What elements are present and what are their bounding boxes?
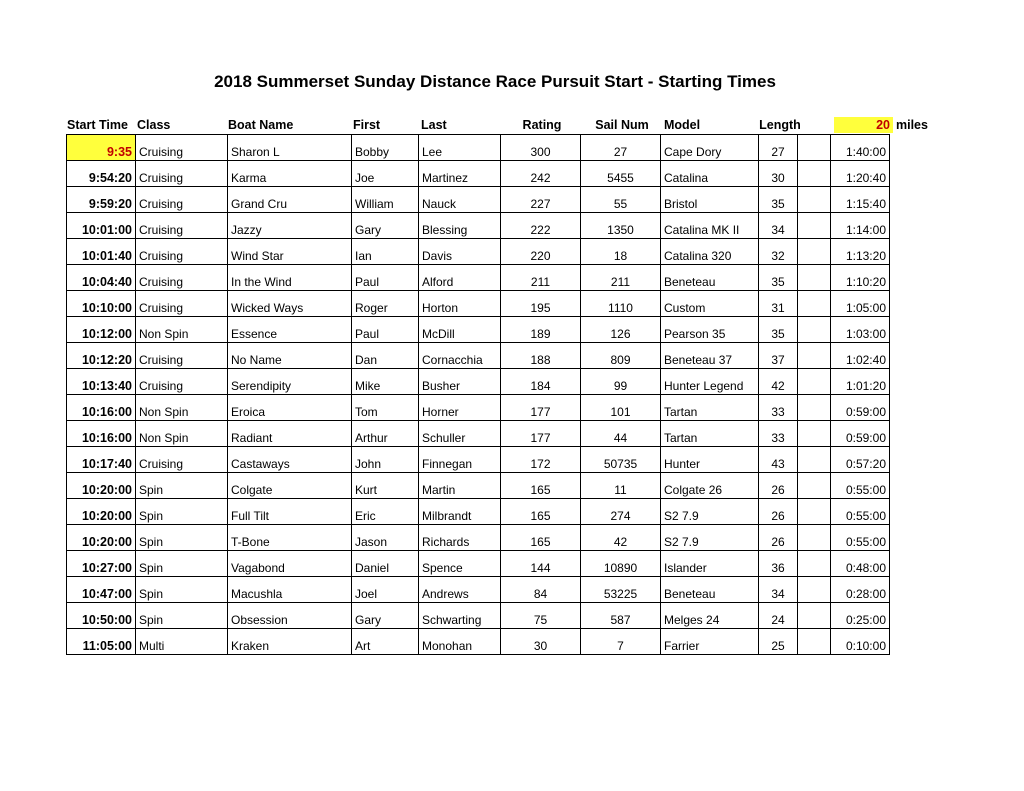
table-row xyxy=(67,291,890,317)
boat-name-cell: Vagabond xyxy=(228,551,352,577)
boat-name-cell: Wind Star xyxy=(228,239,352,265)
model-cell: Melges 24 xyxy=(661,603,759,629)
rating-cell: 242 xyxy=(501,161,581,187)
elapsed-time-cell: 0:10:00 xyxy=(831,629,890,655)
elapsed-time-cell: 0:59:00 xyxy=(831,421,890,447)
first-name-cell: Kurt xyxy=(352,473,419,499)
last-name-cell: Blessing xyxy=(419,213,501,239)
sail-num-cell: 11 xyxy=(581,473,661,499)
first-name-cell: Dan xyxy=(352,343,419,369)
first-name-cell: William xyxy=(352,187,419,213)
elapsed-time-cell: 0:28:00 xyxy=(831,577,890,603)
last-name-cell: McDill xyxy=(419,317,501,343)
blank-cell xyxy=(798,317,831,343)
last-name-cell: Cornacchia xyxy=(419,343,501,369)
sail-num-cell: 50735 xyxy=(581,447,661,473)
boat-name-cell: Obsession xyxy=(228,603,352,629)
sail-num-cell: 42 xyxy=(581,525,661,551)
first-name-cell: Joe xyxy=(352,161,419,187)
table-row xyxy=(67,577,890,603)
length-cell: 43 xyxy=(759,447,798,473)
elapsed-time-cell: 1:20:40 xyxy=(831,161,890,187)
length-cell: 33 xyxy=(759,421,798,447)
first-name-cell: Paul xyxy=(352,317,419,343)
start-time-cell: 10:27:00 xyxy=(67,551,136,577)
rating-cell: 84 xyxy=(501,577,581,603)
last-name-cell: Horner xyxy=(419,395,501,421)
model-cell: Pearson 35 xyxy=(661,317,759,343)
table-row xyxy=(67,187,890,213)
rating-cell: 189 xyxy=(501,317,581,343)
blank-cell xyxy=(798,447,831,473)
blank-cell xyxy=(798,187,831,213)
start-time-cell: 10:01:40 xyxy=(67,239,136,265)
sail-num-cell: 44 xyxy=(581,421,661,447)
sail-num-cell: 27 xyxy=(581,135,661,161)
length-cell: 31 xyxy=(759,291,798,317)
elapsed-time-cell: 1:14:00 xyxy=(831,213,890,239)
header-model: Model xyxy=(664,118,701,132)
elapsed-time-cell: 1:02:40 xyxy=(831,343,890,369)
table-row xyxy=(67,525,890,551)
boat-name-cell: Castaways xyxy=(228,447,352,473)
class-cell: Cruising xyxy=(136,369,228,395)
last-name-cell: Martinez xyxy=(419,161,501,187)
class-cell: Cruising xyxy=(136,135,228,161)
first-name-cell: John xyxy=(352,447,419,473)
model-cell: Colgate 26 xyxy=(661,473,759,499)
rating-cell: 184 xyxy=(501,369,581,395)
class-cell: Multi xyxy=(136,629,228,655)
first-name-cell: Ian xyxy=(352,239,419,265)
blank-cell xyxy=(798,603,831,629)
blank-cell xyxy=(798,629,831,655)
length-cell: 33 xyxy=(759,395,798,421)
boat-name-cell: Essence xyxy=(228,317,352,343)
rating-cell: 165 xyxy=(501,499,581,525)
class-cell: Spin xyxy=(136,473,228,499)
first-name-cell: Daniel xyxy=(352,551,419,577)
table-row xyxy=(67,239,890,265)
model-cell: Custom xyxy=(661,291,759,317)
blank-cell xyxy=(798,499,831,525)
start-time-cell: 10:17:40 xyxy=(67,447,136,473)
start-time-cell: 9:59:20 xyxy=(67,187,136,213)
sail-num-cell: 809 xyxy=(581,343,661,369)
table-row xyxy=(67,161,890,187)
header-class: Class xyxy=(137,118,171,132)
last-name-cell: Davis xyxy=(419,239,501,265)
rating-cell: 227 xyxy=(501,187,581,213)
first-name-cell: Jason xyxy=(352,525,419,551)
start-time-cell: 10:20:00 xyxy=(67,473,136,499)
sail-num-cell: 10890 xyxy=(581,551,661,577)
length-cell: 35 xyxy=(759,187,798,213)
rating-cell: 211 xyxy=(501,265,581,291)
first-name-cell: Art xyxy=(352,629,419,655)
rating-cell: 144 xyxy=(501,551,581,577)
table-row xyxy=(67,629,890,655)
sail-num-cell: 274 xyxy=(581,499,661,525)
blank-cell xyxy=(798,525,831,551)
start-time-cell: 10:12:00 xyxy=(67,317,136,343)
blank-cell xyxy=(798,239,831,265)
class-cell: Cruising xyxy=(136,161,228,187)
boat-name-cell: In the Wind xyxy=(228,265,352,291)
length-cell: 35 xyxy=(759,265,798,291)
sail-num-cell: 1350 xyxy=(581,213,661,239)
sail-num-cell: 55 xyxy=(581,187,661,213)
header-first: First xyxy=(353,118,381,132)
table-row xyxy=(67,369,890,395)
distance-value: 20 xyxy=(834,117,893,133)
class-cell: Cruising xyxy=(136,187,228,213)
first-name-cell: Joel xyxy=(352,577,419,603)
elapsed-time-cell: 0:57:20 xyxy=(831,447,890,473)
length-cell: 26 xyxy=(759,525,798,551)
last-name-cell: Milbrandt xyxy=(419,499,501,525)
boat-name-cell: Serendipity xyxy=(228,369,352,395)
blank-cell xyxy=(798,395,831,421)
table-row xyxy=(67,499,890,525)
boat-name-cell: Karma xyxy=(228,161,352,187)
last-name-cell: Nauck xyxy=(419,187,501,213)
length-cell: 32 xyxy=(759,239,798,265)
start-time-cell: 10:10:00 xyxy=(67,291,136,317)
length-cell: 42 xyxy=(759,369,798,395)
model-cell: Tartan xyxy=(661,421,759,447)
start-time-cell: 10:50:00 xyxy=(67,603,136,629)
model-cell: Beneteau 37 xyxy=(661,343,759,369)
last-name-cell: Andrews xyxy=(419,577,501,603)
elapsed-time-cell: 1:40:00 xyxy=(831,135,890,161)
elapsed-time-cell: 1:15:40 xyxy=(831,187,890,213)
length-cell: 24 xyxy=(759,603,798,629)
class-cell: Spin xyxy=(136,577,228,603)
sail-num-cell: 18 xyxy=(581,239,661,265)
blank-cell xyxy=(798,473,831,499)
first-name-cell: Tom xyxy=(352,395,419,421)
class-cell: Spin xyxy=(136,499,228,525)
rating-cell: 177 xyxy=(501,395,581,421)
blank-cell xyxy=(798,291,831,317)
rating-cell: 75 xyxy=(501,603,581,629)
table-row xyxy=(67,421,890,447)
table-row xyxy=(67,265,890,291)
first-name-cell: Mike xyxy=(352,369,419,395)
start-time-cell: 10:16:00 xyxy=(67,421,136,447)
model-cell: Bristol xyxy=(661,187,759,213)
class-cell: Spin xyxy=(136,525,228,551)
boat-name-cell: Kraken xyxy=(228,629,352,655)
last-name-cell: Lee xyxy=(419,135,501,161)
elapsed-time-cell: 0:55:00 xyxy=(831,473,890,499)
length-cell: 36 xyxy=(759,551,798,577)
rating-cell: 222 xyxy=(501,213,581,239)
rating-cell: 165 xyxy=(501,525,581,551)
model-cell: Hunter Legend xyxy=(661,369,759,395)
sail-num-cell: 1110 xyxy=(581,291,661,317)
last-name-cell: Alford xyxy=(419,265,501,291)
first-name-cell: Roger xyxy=(352,291,419,317)
model-cell: Catalina MK II xyxy=(661,213,759,239)
blank-cell xyxy=(798,421,831,447)
start-time-cell: 10:13:40 xyxy=(67,369,136,395)
boat-name-cell: Eroica xyxy=(228,395,352,421)
model-cell: Beneteau xyxy=(661,265,759,291)
model-cell: Farrier xyxy=(661,629,759,655)
class-cell: Non Spin xyxy=(136,317,228,343)
length-cell: 35 xyxy=(759,317,798,343)
last-name-cell: Spence xyxy=(419,551,501,577)
class-cell: Spin xyxy=(136,551,228,577)
table-row xyxy=(67,135,890,161)
sail-num-cell: 587 xyxy=(581,603,661,629)
start-time-cell: 10:04:40 xyxy=(67,265,136,291)
rating-cell: 165 xyxy=(501,473,581,499)
boat-name-cell: No Name xyxy=(228,343,352,369)
elapsed-time-cell: 0:48:00 xyxy=(831,551,890,577)
class-cell: Cruising xyxy=(136,447,228,473)
last-name-cell: Busher xyxy=(419,369,501,395)
header-boat-name: Boat Name xyxy=(228,118,294,132)
length-cell: 26 xyxy=(759,473,798,499)
table-row xyxy=(67,447,890,473)
last-name-cell: Richards xyxy=(419,525,501,551)
boat-name-cell: T-Bone xyxy=(228,525,352,551)
rating-cell: 220 xyxy=(501,239,581,265)
model-cell: Catalina xyxy=(661,161,759,187)
model-cell: S2 7.9 xyxy=(661,525,759,551)
first-name-cell: Bobby xyxy=(352,135,419,161)
model-cell: Cape Dory xyxy=(661,135,759,161)
rating-cell: 188 xyxy=(501,343,581,369)
class-cell: Spin xyxy=(136,603,228,629)
class-cell: Cruising xyxy=(136,213,228,239)
length-cell: 27 xyxy=(759,135,798,161)
rating-cell: 172 xyxy=(501,447,581,473)
rating-cell: 195 xyxy=(501,291,581,317)
sail-num-cell: 99 xyxy=(581,369,661,395)
elapsed-time-cell: 1:03:00 xyxy=(831,317,890,343)
model-cell: S2 7.9 xyxy=(661,499,759,525)
starting-times-table xyxy=(66,134,890,655)
last-name-cell: Martin xyxy=(419,473,501,499)
length-cell: 34 xyxy=(759,577,798,603)
boat-name-cell: Full Tilt xyxy=(228,499,352,525)
start-time-cell: 10:20:00 xyxy=(67,525,136,551)
table-body xyxy=(67,135,890,655)
length-cell: 34 xyxy=(759,213,798,239)
start-time-cell: 9:35 xyxy=(67,135,136,161)
blank-cell xyxy=(798,265,831,291)
elapsed-time-cell: 0:55:00 xyxy=(831,499,890,525)
class-cell: Cruising xyxy=(136,265,228,291)
header-start-time: Start Time xyxy=(67,118,128,132)
boat-name-cell: Macushla xyxy=(228,577,352,603)
blank-cell xyxy=(798,161,831,187)
table-row xyxy=(67,395,890,421)
length-cell: 26 xyxy=(759,499,798,525)
start-time-cell: 11:05:00 xyxy=(67,629,136,655)
start-time-cell: 10:20:00 xyxy=(67,499,136,525)
last-name-cell: Schwarting xyxy=(419,603,501,629)
elapsed-time-cell: 1:13:20 xyxy=(831,239,890,265)
start-time-cell: 10:47:00 xyxy=(67,577,136,603)
last-name-cell: Monohan xyxy=(419,629,501,655)
blank-cell xyxy=(798,577,831,603)
length-cell: 25 xyxy=(759,629,798,655)
table-row xyxy=(67,551,890,577)
sail-num-cell: 101 xyxy=(581,395,661,421)
header-length: Length xyxy=(759,118,801,132)
header-last: Last xyxy=(421,118,447,132)
table-row xyxy=(67,473,890,499)
blank-cell xyxy=(798,369,831,395)
start-time-cell: 9:54:20 xyxy=(67,161,136,187)
elapsed-time-cell: 1:01:20 xyxy=(831,369,890,395)
last-name-cell: Horton xyxy=(419,291,501,317)
model-cell: Beneteau xyxy=(661,577,759,603)
sail-num-cell: 53225 xyxy=(581,577,661,603)
class-cell: Cruising xyxy=(136,291,228,317)
header-rating: Rating xyxy=(522,118,562,132)
last-name-cell: Schuller xyxy=(419,421,501,447)
boat-name-cell: Jazzy xyxy=(228,213,352,239)
sail-num-cell: 7 xyxy=(581,629,661,655)
blank-cell xyxy=(798,213,831,239)
table-row xyxy=(67,213,890,239)
table-row xyxy=(67,317,890,343)
start-time-cell: 10:16:00 xyxy=(67,395,136,421)
first-name-cell: Gary xyxy=(352,213,419,239)
sail-num-cell: 211 xyxy=(581,265,661,291)
boat-name-cell: Grand Cru xyxy=(228,187,352,213)
sail-num-cell: 126 xyxy=(581,317,661,343)
elapsed-time-cell: 1:10:20 xyxy=(831,265,890,291)
distance-unit: miles xyxy=(896,118,928,132)
class-cell: Cruising xyxy=(136,239,228,265)
start-time-cell: 10:12:20 xyxy=(67,343,136,369)
elapsed-time-cell: 0:55:00 xyxy=(831,525,890,551)
first-name-cell: Paul xyxy=(352,265,419,291)
first-name-cell: Arthur xyxy=(352,421,419,447)
model-cell: Islander xyxy=(661,551,759,577)
first-name-cell: Gary xyxy=(352,603,419,629)
blank-cell xyxy=(798,343,831,369)
length-cell: 30 xyxy=(759,161,798,187)
class-cell: Non Spin xyxy=(136,395,228,421)
elapsed-time-cell: 0:25:00 xyxy=(831,603,890,629)
blank-cell xyxy=(798,551,831,577)
rating-cell: 177 xyxy=(501,421,581,447)
boat-name-cell: Wicked Ways xyxy=(228,291,352,317)
first-name-cell: Eric xyxy=(352,499,419,525)
class-cell: Cruising xyxy=(136,343,228,369)
boat-name-cell: Colgate xyxy=(228,473,352,499)
page-title: 2018 Summerset Sunday Distance Race Pursuit Start - Starting Times xyxy=(214,72,776,91)
blank-cell xyxy=(798,135,831,161)
boat-name-cell: Radiant xyxy=(228,421,352,447)
boat-name-cell: Sharon L xyxy=(228,135,352,161)
elapsed-time-cell: 1:05:00 xyxy=(831,291,890,317)
last-name-cell: Finnegan xyxy=(419,447,501,473)
length-cell: 37 xyxy=(759,343,798,369)
rating-cell: 30 xyxy=(501,629,581,655)
rating-cell: 300 xyxy=(501,135,581,161)
start-time-cell: 10:01:00 xyxy=(67,213,136,239)
elapsed-time-cell: 0:59:00 xyxy=(831,395,890,421)
table-row xyxy=(67,603,890,629)
model-cell: Hunter xyxy=(661,447,759,473)
table-row xyxy=(67,343,890,369)
model-cell: Tartan xyxy=(661,395,759,421)
header-sail-num: Sail Num xyxy=(595,118,649,132)
model-cell: Catalina 320 xyxy=(661,239,759,265)
sail-num-cell: 5455 xyxy=(581,161,661,187)
class-cell: Non Spin xyxy=(136,421,228,447)
